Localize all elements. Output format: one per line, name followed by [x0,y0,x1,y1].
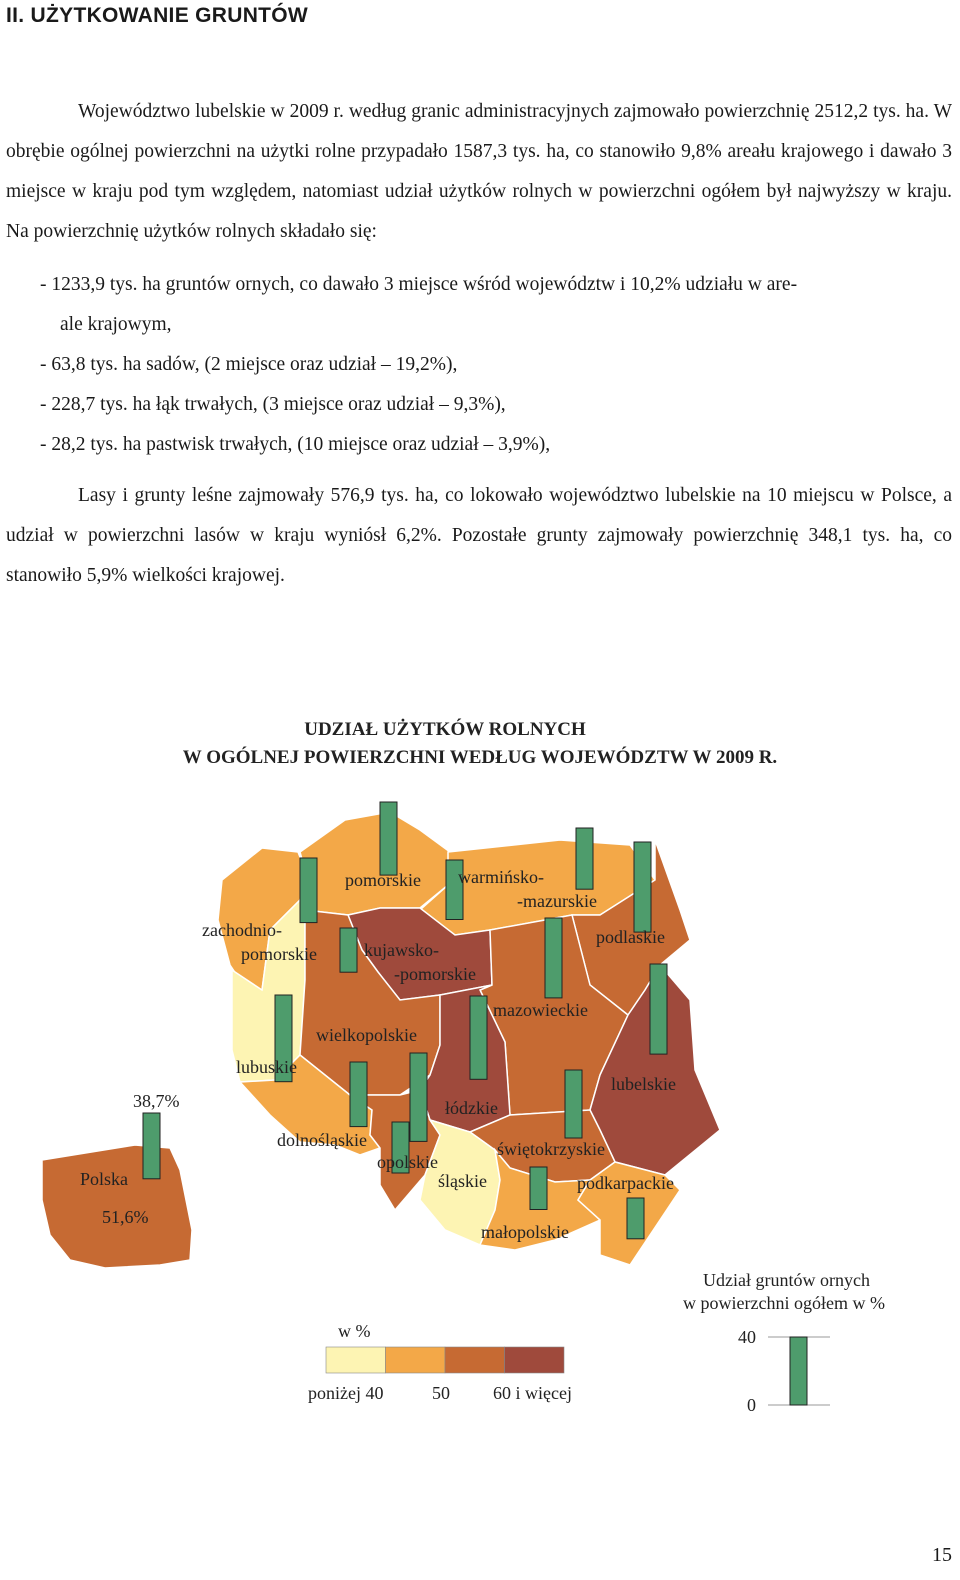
legend-bar-title-line2: w powierzchni ogółem w % [683,1293,885,1313]
region-label-lubelskie: lubelskie [611,1074,676,1094]
region-label-kujawsko-pomorskie: kujawsko- [364,940,439,960]
list-item: - 228,7 tys. ha łąk trwałych, (3 miejsce oraz udział – 9,3%), [40,394,506,415]
region-label-dolnośląskie: dolnośląskie [277,1130,367,1150]
poland-arable-label: 38,7% [133,1091,180,1111]
bar-zachodnio-pomorskie [300,858,317,923]
region-label-opolskie: opolskie [377,1152,438,1172]
bar-lubelskie [470,996,487,1079]
voivodeship-map [0,790,960,1430]
list-item: - 28,2 tys. ha pastwisk trwałych, (10 miejsce oraz udział – 3,9%), [40,434,551,455]
legend-bar-min-label: 0 [747,1395,756,1415]
legend-swatch-below-40 [326,1347,386,1373]
bar-lubuskie [340,928,357,972]
paragraph-land-use: Województwo lubelskie w 2009 r. według granic administracyjnych zajmowało powierzchnię 2512,2 tys. ha. W obrębie ogólnej powierzchni na użytki rolne przypadało 1587,3 tys. ha, co stanowiło 9,8% areału krajowego i dawało 3 miejsce w kraju pod tym względem, natomiast udział użytków rolnych w powierzchni ogółem był najwyższy w kraju. Na powierzchnię użytków rolnych składało się: [6,101,952,242]
region-label-zachodnio-pomorskie: zachodnio- [202,920,282,940]
legend-swatch-40-50 [386,1347,446,1373]
poland-label: Polska [80,1169,129,1189]
agricultural-land-list [40,265,952,465]
bar-podlaskie [576,828,593,889]
legend-bar [683,1270,885,1415]
region-label-wielkopolskie: wielkopolskie [316,1025,417,1045]
bar-łódzkie [650,964,667,1054]
section-heading: II. UŻYTKOWANIE GRUNTÓW [6,4,309,27]
region-label-pomorskie: pomorskie [345,870,421,890]
legend-swatch-60-plus [505,1347,565,1373]
bar-opolskie [410,1053,427,1141]
legend-swatch-50-60 [445,1347,505,1373]
bar-świętokrzyskie [350,1062,367,1127]
region-label-kujawsko-pomorskie-line2: -pomorskie [394,964,476,984]
legend-classes [308,1321,572,1403]
legend-class-label: 60 i więcej [493,1383,572,1403]
region-label-warmińsko-mazurskie-line2: -mazurskie [517,891,597,911]
region-label-łódzkie: łódzkie [445,1098,498,1118]
page-number: 15 [932,1544,952,1566]
list-item: - 63,8 tys. ha sadów, (2 miejsce oraz udział – 19,2%), [40,354,458,375]
bar-pomorskie [380,802,397,875]
legend-bar-title-line1: Udział gruntów ornych [703,1270,870,1290]
region-label-warmińsko-mazurskie: warmińsko- [458,867,544,887]
list-item: - 1233,9 tys. ha gruntów ornych, co dawało 3 miejsce wśród województw i 10,2% udziału w are- ale krajowym, [40,274,798,335]
region-label-podkarpackie: podkarpackie [577,1173,674,1193]
legend-classes-title: w % [338,1321,371,1341]
region-label-śląskie: śląskie [438,1171,487,1191]
legend-bar-max-label: 40 [738,1327,756,1347]
bar-małopolskie [530,1167,547,1210]
region-pomorskie [300,812,450,915]
region-label-zachodnio-pomorskie-line2: pomorskie [241,944,317,964]
legend-class-label: 50 [432,1383,450,1403]
bar-kujawsko-pomorskie [634,842,651,932]
legend-bar-sample [790,1337,807,1405]
bar-dolnośląskie [565,1070,582,1138]
paragraph-forests: Lasy i grunty leśne zajmowały 576,9 tys. ha, co lokowało województwo lubelskie na 10 miejscu w Polsce, a udział w powierzchni lasów w kraju wyniósł 6,2%. Pozostałe grunty zajmowały powierzchnię 348,1 tys. ha, co stanowiło 5,9% wielkości krajowej. [6,485,952,586]
region-label-podlaskie: podlaskie [596,927,665,947]
region-label-świętokrzyskie: świętokrzyskie [497,1139,605,1159]
legend-class-label: poniżej 40 [308,1383,384,1403]
bar-podkarpackie [627,1198,644,1239]
bar-poland [143,1113,160,1179]
region-label-lubuskie: lubuskie [236,1057,297,1077]
poland-share: 51,6% [102,1207,149,1227]
region-label-małopolskie: małopolskie [481,1222,569,1242]
region-label-mazowieckie: mazowieckie [493,1000,588,1020]
bar-mazowieckie [545,918,562,998]
map-title: UDZIAŁ UŻYTKÓW ROLNYCH W OGÓLNEJ POWIERZCHNI WEDŁUG WOJEWÓDZTW W 2009 R. [182,719,778,768]
